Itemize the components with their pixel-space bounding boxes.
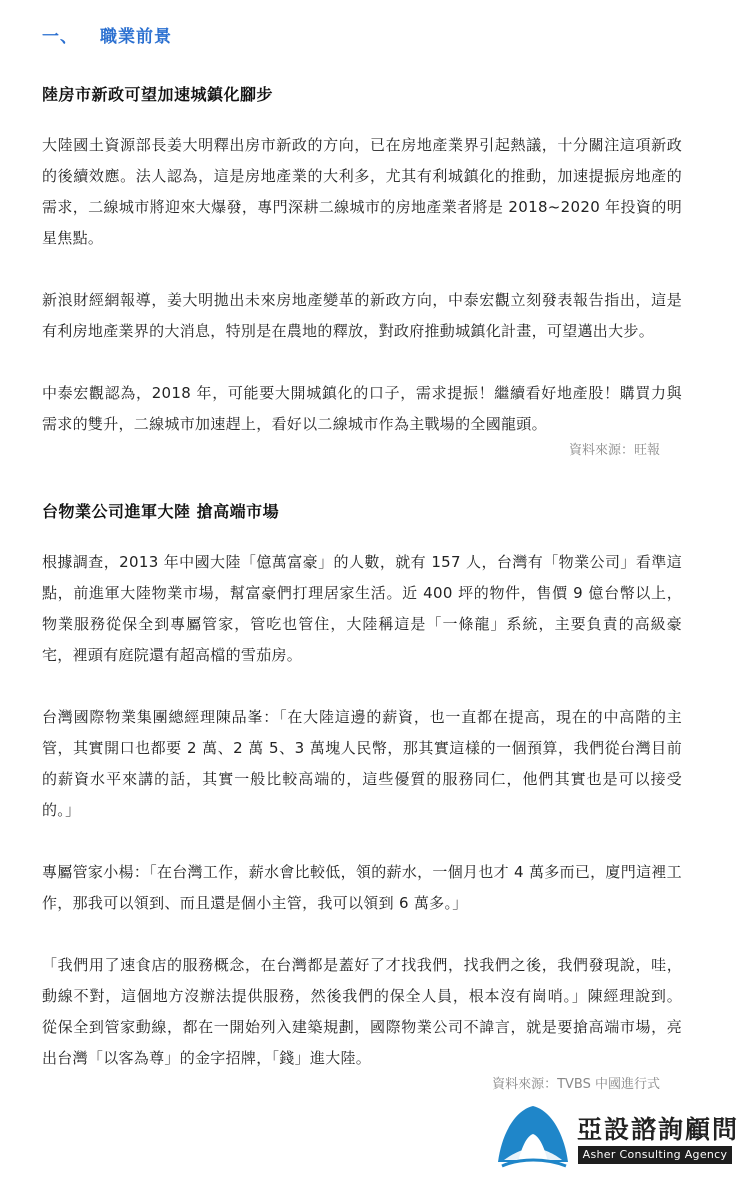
- article-real-estate: [42, 82, 682, 462]
- logo-name-en: Asher Consulting Agency: [578, 1146, 732, 1164]
- article-paragraph: 根據調查，2013 年中國大陸「億萬富豪」的人數，就有 157 人，台灣有「物業公司」看準這點，前進軍大陸物業市場，幫富豪們打理居家生活。近 400 坪的物件，售價 9 億台幣以上，物業服務從保全到專屬管家，管吃也管住，大陸稱這是「一條龍」系統，主要負責的高級豪宅，裡頭有庭院還有超高檔的雪茄房。: [42, 553, 682, 664]
- article-paragraph: 新浪財經網報導，姜大明拋出未來房地產變革的新政方向，中泰宏觀立刻發表報告指出，這是有利房地產業界的大消息，特別是在農地的釋放，對政府推動城鎮化計畫，可望邁出大步。: [42, 291, 682, 340]
- article-paragraph: 大陸國土資源部長姜大明釋出房市新政的方向，已在房地產業界引起熱議，十分關注這項新政的後續效應。法人認為，這是房地產業的大利多，尤其有利城鎮化的推動，加速提振房地產的需求，二線城市將迎來大爆發，專門深耕二線城市的房地產業者將是 2018~2020 年投資的明星焦點。: [42, 136, 682, 247]
- article-paragraph: 「我們用了速食店的服務概念，在台灣都是蓋好了才找我們，找我們之後，我們發現說，哇，動線不對，這個地方沒辦法提供服務，然後我們的保全人員，根本沒有崗哨。」陳經理說到。 從保全到管家動線，都在一開始列入建築規劃，國際物業公司不諱言，就是要搶高端市場，亮出台灣「以客為尊」的金字招牌，「錢」進大陸。: [42, 956, 682, 1067]
- logo-name-cn: 亞設諮詢顧問: [577, 1115, 740, 1144]
- company-logo: [494, 1102, 739, 1170]
- article-paragraph: 台灣國際物業集團總經理陳品峯：「在大陸這邊的薪資，也一直都在提高，現在的中高階的主管，其實開口也都要 2 萬、2 萬 5、3 萬塊人民幣，那其實這樣的一個預算，我們從台灣目前的薪資水平來講的話，其實一般比較高端的，這些優質的服務同仁，他們其實也是可以接受的。」: [42, 708, 682, 819]
- article-paragraph: 專屬管家小楊：「在台灣工作，薪水會比較低，領的薪水，一個月也才 4 萬多而已，廈門這裡工作，那我可以領到、而且還是個小主管，我可以領到 6 萬多。」: [42, 863, 682, 912]
- section-number: 一、: [42, 27, 78, 47]
- article-property-management: [42, 499, 682, 1096]
- article-title: 陸房市新政可望加速城鎮化腳步: [42, 85, 274, 104]
- section-title: 職業前景: [100, 27, 172, 47]
- mountain-logo-icon: [494, 1102, 572, 1170]
- article-title: 台物業公司進軍大陸 搶高端市場: [42, 502, 280, 521]
- article-source: 資料來源：旺報: [568, 443, 660, 458]
- article-paragraph: 中泰宏觀認為，2018 年，可能要大開城鎮化的口子，需求提振！繼續看好地產股！購買力與需求的雙升，二線城市加速趕上，看好以二線城市作為主戰場的全國龍頭。: [42, 384, 682, 433]
- article-source: 資料來源：TVBS 中國進行式: [492, 1077, 660, 1092]
- section-header: [42, 22, 172, 47]
